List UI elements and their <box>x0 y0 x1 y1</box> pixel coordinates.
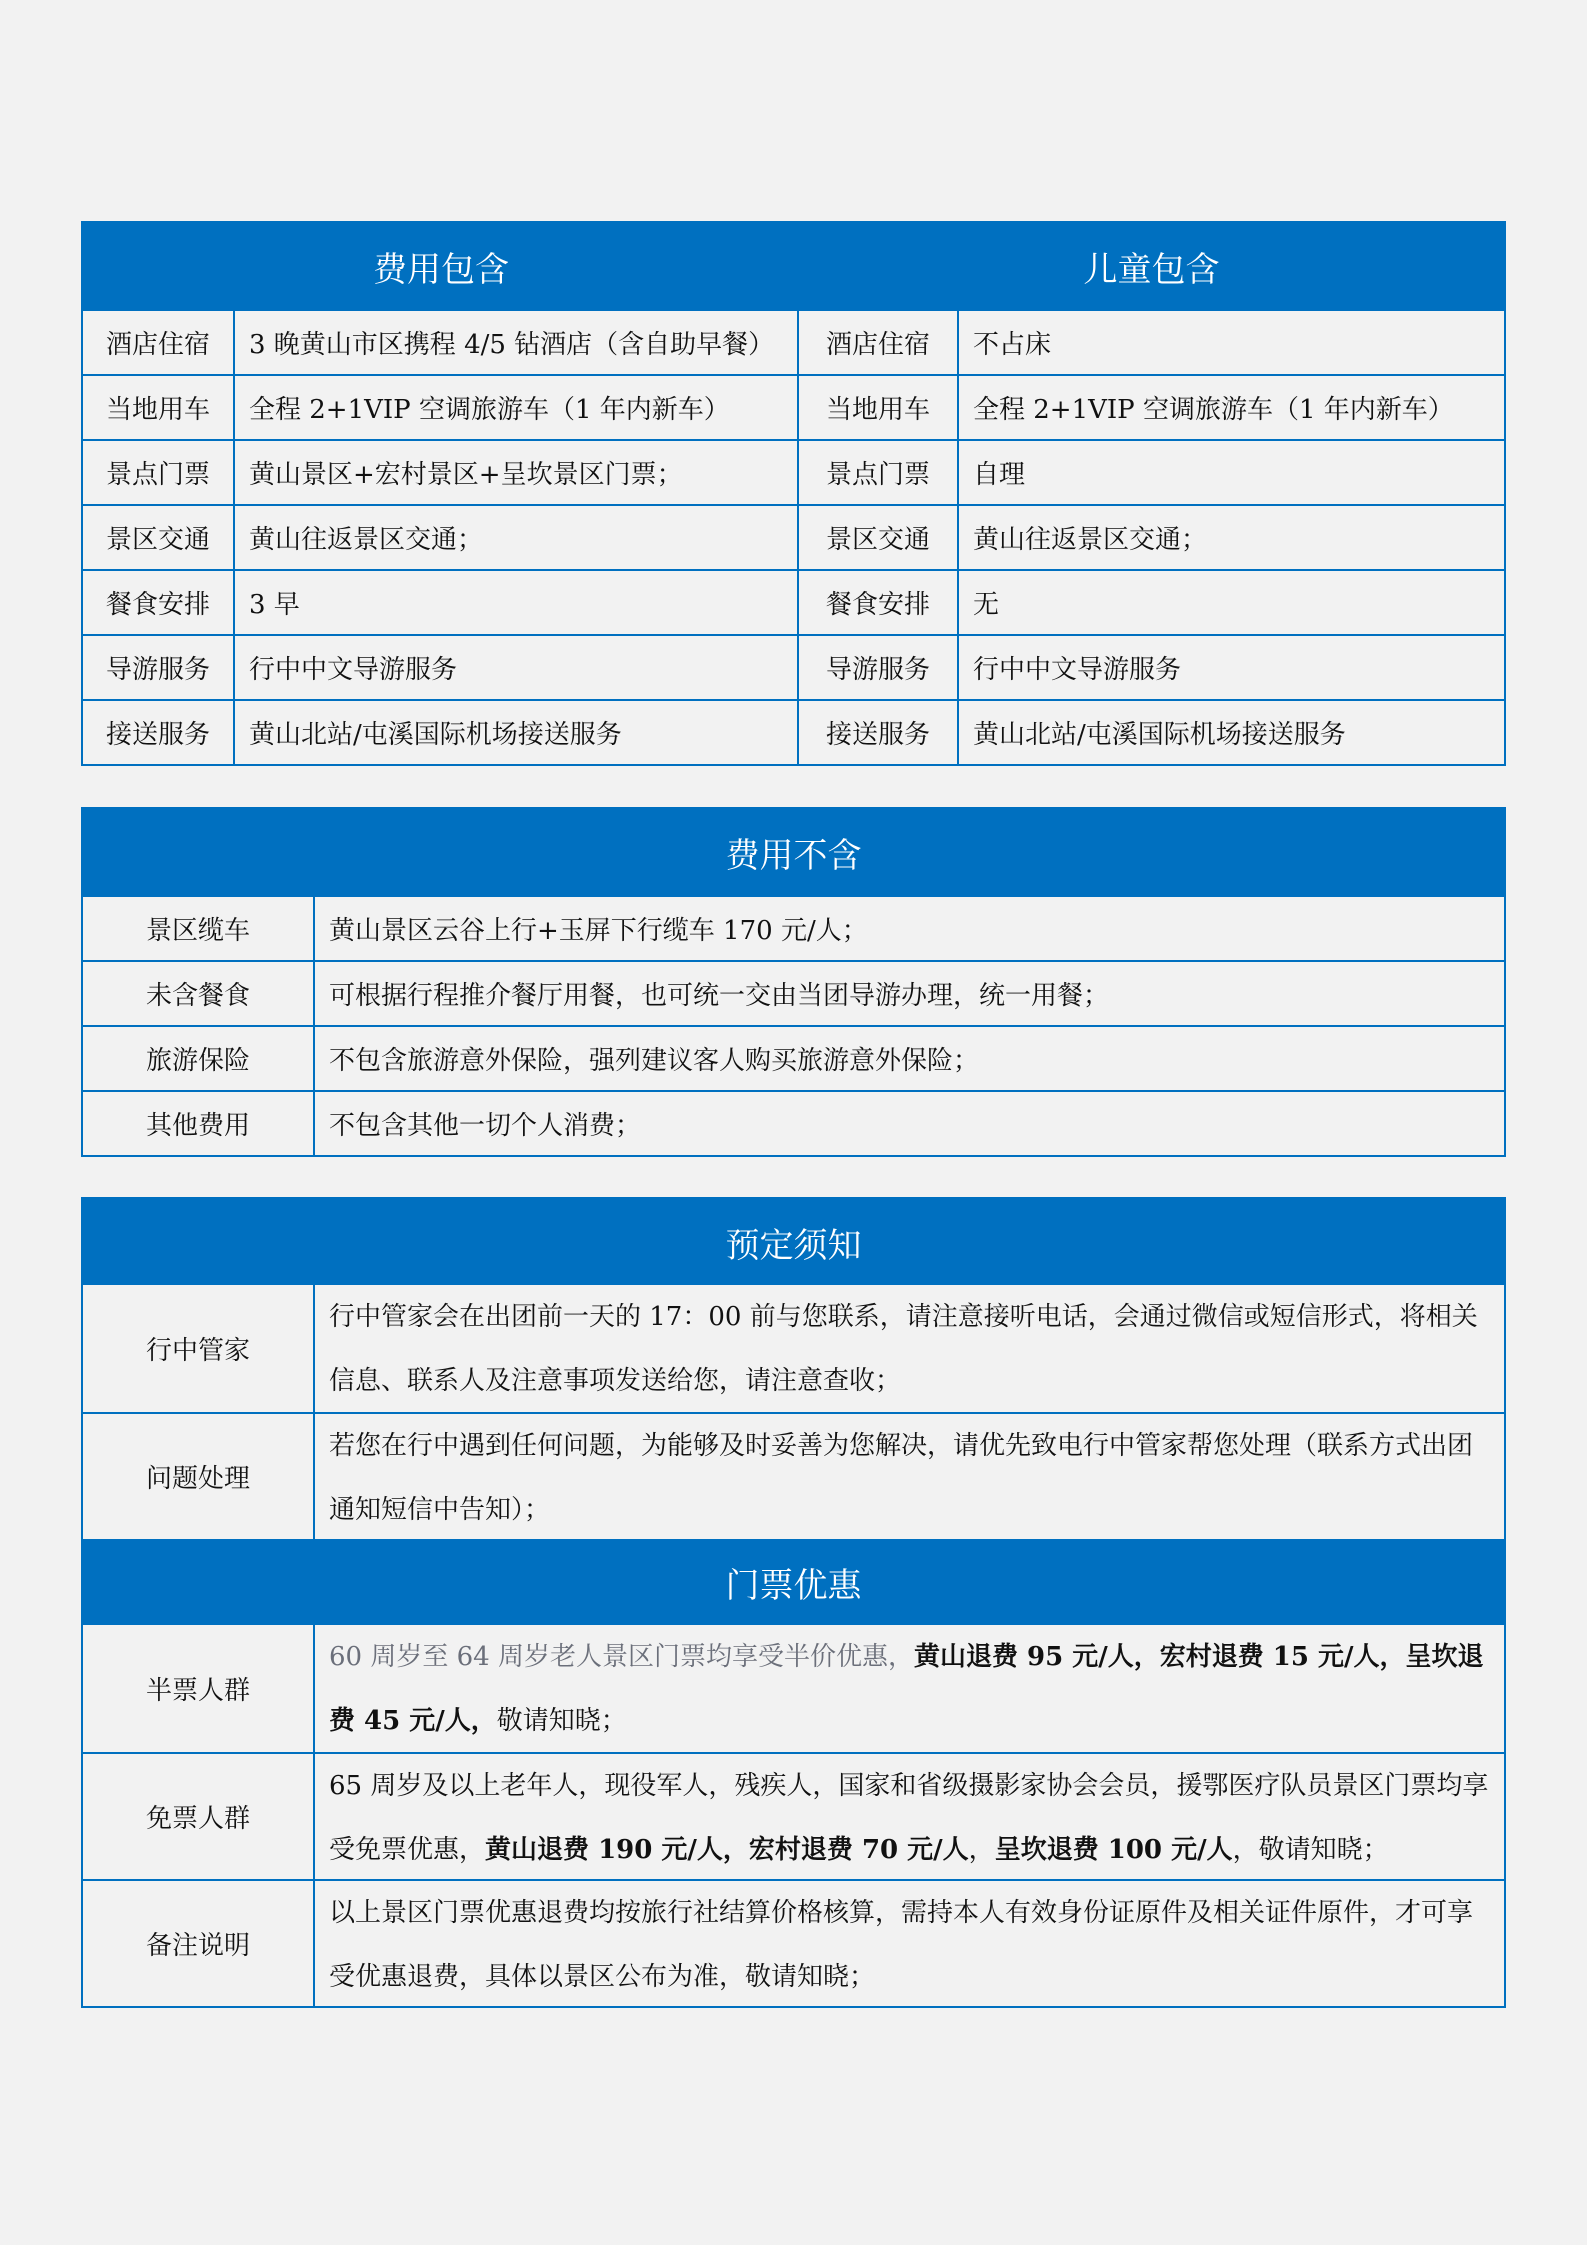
ticket-discount-header: 门票优惠 <box>83 1539 1504 1625</box>
row-label: 餐食安排 <box>83 571 235 634</box>
row-label: 接送服务 <box>83 701 235 764</box>
child-value: 全程 2+1VIP 空调旅游车（1 年内新车） <box>973 395 1454 425</box>
included-row <box>83 504 1504 569</box>
fee-included-table <box>81 221 1506 766</box>
free-refund-1: 黄山退费 190 元/人，宏村退费 70 元/人 <box>485 1835 969 1865</box>
child-value: 无 <box>973 590 1000 620</box>
row-value: 若您在行中遇到任何问题，为能够及时妥善为您解决，请优先致电行中管家帮您处理（联系方式出团通知短信中告知）； <box>329 1431 1474 1525</box>
excluded-row <box>83 960 1504 1025</box>
child-row-label: 景点门票 <box>799 441 959 504</box>
row-label: 景点门票 <box>83 441 235 504</box>
included-row <box>83 569 1504 634</box>
half-tail: 敬请知晓； <box>496 1706 627 1736</box>
child-value: 黄山往返景区交通； <box>973 525 1208 555</box>
excluded-row <box>83 1090 1504 1155</box>
included-row <box>83 374 1504 439</box>
excluded-row <box>83 895 1504 960</box>
adult-value: 行中中文导游服务 <box>235 636 799 699</box>
booking-notice-table <box>81 1197 1506 2008</box>
row-label: 当地用车 <box>83 376 235 439</box>
booking-row <box>83 1412 1504 1539</box>
child-row-label: 餐食安排 <box>799 571 959 634</box>
fee-excluded-header: 费用不含 <box>83 809 1504 895</box>
child-included-header: 儿童包含 <box>799 223 1504 309</box>
row-label: 旅游保险 <box>83 1027 315 1090</box>
child-row-label: 景区交通 <box>799 506 959 569</box>
row-label: 问题处理 <box>83 1414 315 1539</box>
adult-value: 黄山景区+宏村景区+呈坎景区门票； <box>235 441 799 504</box>
free-tail: ，敬请知晓； <box>1232 1835 1389 1865</box>
free-sep: ， <box>968 1835 995 1865</box>
row-label: 景区交通 <box>83 506 235 569</box>
child-row-label: 酒店住宿 <box>799 311 959 374</box>
row-label: 其他费用 <box>83 1092 315 1155</box>
child-row-label: 当地用车 <box>799 376 959 439</box>
adult-value: 3 晚黄山市区携程 4/5 钻酒店（含自助早餐） <box>235 311 799 374</box>
child-value: 黄山北站/屯溪国际机场接送服务 <box>973 720 1346 750</box>
adult-value: 黄山往返景区交通； <box>235 506 799 569</box>
row-value: 不包含其他一切个人消费； <box>329 1111 642 1141</box>
free-desc: 65 周岁及以上老年人，现役军人，残疾人，国家和省级摄影家协会会员，援鄂医疗队员景区门票均享受免票优惠， <box>329 1771 1489 1865</box>
adult-value: 黄山北站/屯溪国际机场接送服务 <box>235 701 799 764</box>
row-label: 酒店住宿 <box>83 311 235 374</box>
discount-value <box>315 1754 1504 1879</box>
row-value: 黄山景区云谷上行+玉屏下行缆车 170 元/人； <box>329 916 868 946</box>
discount-label: 半票人群 <box>83 1625 315 1752</box>
child-value: 自理 <box>973 460 1026 490</box>
discount-row-half <box>83 1625 1504 1752</box>
discount-label: 备注说明 <box>83 1881 315 2006</box>
row-value: 行中管家会在出团前一天的 17：00 前与您联系，请注意接听电话，会通过微信或短信形式，将相关信息、联系人及注意事项发送给您，请注意查收； <box>329 1302 1478 1396</box>
adult-value: 全程 2+1VIP 空调旅游车（1 年内新车） <box>235 376 799 439</box>
included-row <box>83 439 1504 504</box>
discount-row-free <box>83 1752 1504 1879</box>
included-row <box>83 309 1504 374</box>
child-value: 行中中文导游服务 <box>973 655 1182 685</box>
fee-excluded-table <box>81 807 1506 1157</box>
row-value: 可根据行程推介餐厅用餐，也可统一交由当团导游办理，统一用餐； <box>329 981 1110 1011</box>
booking-notice-header: 预定须知 <box>83 1199 1504 1285</box>
row-label: 景区缆车 <box>83 897 315 960</box>
row-label: 导游服务 <box>83 636 235 699</box>
included-row <box>83 634 1504 699</box>
excluded-row <box>83 1025 1504 1090</box>
row-label: 未含餐食 <box>83 962 315 1025</box>
included-row <box>83 699 1504 764</box>
row-value: 不包含旅游意外保险，强列建议客人购买旅游意外保险； <box>329 1046 980 1076</box>
row-label: 行中管家 <box>83 1285 315 1412</box>
child-row-label: 导游服务 <box>799 636 959 699</box>
discount-value <box>315 1625 1504 1752</box>
discount-label: 免票人群 <box>83 1754 315 1879</box>
fee-included-header: 费用包含 <box>83 223 799 309</box>
child-value: 不占床 <box>973 330 1052 360</box>
free-refund-2: 呈坎退费 100 元/人 <box>994 1835 1233 1865</box>
booking-row <box>83 1285 1504 1412</box>
discount-value: 以上景区门票优惠退费均按旅行社结算价格核算，需持本人有效身份证原件及相关证件原件，才可享受优惠退费，具体以景区公布为准，敬请知晓； <box>329 1898 1474 1992</box>
adult-value: 3 早 <box>235 571 799 634</box>
discount-row-note <box>83 1879 1504 2006</box>
half-desc: 60 周岁至 64 周岁老人景区门票均享受半价优惠， <box>329 1642 914 1672</box>
child-row-label: 接送服务 <box>799 701 959 764</box>
half-refund: 黄山退费 95 元/人，宏村退费 15 元/人，呈坎退费 45 元/人， <box>329 1642 1484 1736</box>
